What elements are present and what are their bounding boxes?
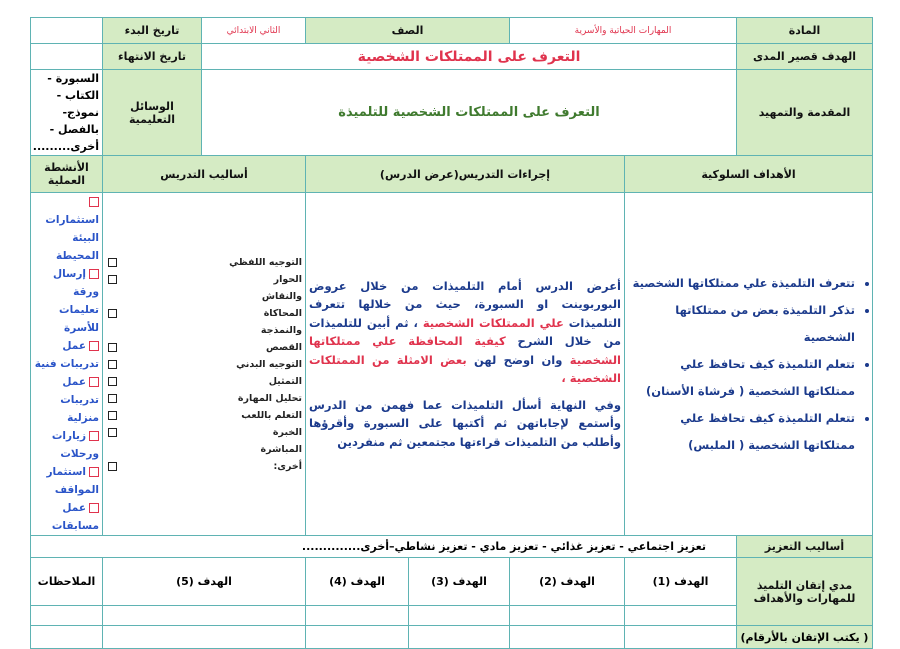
mastery-footer: ( يكتب الإتقان بالأرقام) (737, 626, 873, 649)
start-date-label: تاريخ البدء (103, 18, 202, 44)
method-label: التعلم باللعب (241, 409, 302, 421)
aids-label: الوسائل التعليمية (103, 70, 202, 156)
procedure-text: وان اوضح لهن (466, 352, 570, 367)
procedures-header: إجراءات التدريس(عرض الدرس) (306, 156, 625, 193)
procedure-paragraph-2: وفي النهاية أسأل التلميذات عما فهمن من الدرس وأستمع لإجاباتهن ثم أكتبها على السبورة وأقرؤها وأطلب من التلميذات قراءتها مجتمعين ثم منفردين (309, 397, 621, 449)
objectives-cell (625, 193, 873, 536)
checkbox-icon[interactable] (108, 360, 117, 369)
method-label: القصص (266, 341, 302, 353)
footer-cell[interactable] (409, 626, 510, 649)
method-item[interactable] (106, 424, 302, 441)
notes-label: الملاحظات (31, 558, 103, 606)
aids-value (31, 70, 103, 156)
end-date-label: تاريخ الانتهاء (103, 44, 202, 70)
grade-value: الثاني الابتدائي (202, 18, 306, 44)
activity-item[interactable] (34, 265, 99, 337)
checkbox-icon[interactable] (108, 394, 117, 403)
activity-item[interactable] (34, 463, 99, 499)
mastery-label-line: للمهارات والأهداف (753, 591, 856, 605)
checkbox-icon[interactable] (108, 377, 117, 386)
activities-cell (31, 193, 103, 536)
objectives-header: الأهداف السلوكية (625, 156, 873, 193)
checkbox-icon[interactable] (108, 411, 117, 420)
goal-3-value[interactable] (409, 606, 510, 626)
footer-cell[interactable] (510, 626, 625, 649)
method-item[interactable] (106, 407, 302, 424)
method-label: المحاكاة (263, 307, 302, 319)
notes-value[interactable] (31, 606, 103, 626)
method-item[interactable] (106, 458, 302, 475)
checkbox-icon[interactable] (89, 341, 99, 351)
grade-label: الصف (306, 18, 510, 44)
activity-label: عمل تدريبات منزلية (60, 376, 99, 424)
objective-item: • تتعرف التلميذة علي ممتلكاتها الشخصية (628, 270, 855, 297)
method-item[interactable] (106, 271, 302, 288)
checkbox-icon[interactable] (89, 197, 99, 207)
procedure-text: ، ثم أبين للتلميذات من خلال الشرح (309, 315, 621, 349)
method-label: والنقاش (261, 290, 302, 302)
end-date-value[interactable] (31, 44, 103, 70)
method-label: تحليل المهارة (237, 392, 302, 404)
footer-cell[interactable] (103, 626, 306, 649)
goal-5-value[interactable] (103, 606, 306, 626)
activity-item[interactable] (34, 373, 99, 427)
method-item[interactable] (106, 305, 302, 322)
goal-5-label: الهدف (5) (103, 558, 306, 606)
aids-line: السبورة - الكتاب - (47, 72, 99, 102)
aids-line: نموذج- بالفصل - (49, 106, 99, 136)
lesson-plan-table (30, 17, 873, 649)
method-item[interactable] (106, 339, 302, 356)
activity-item[interactable] (34, 193, 99, 265)
method-item (106, 441, 302, 458)
subject-value: المهارات الحياتية والأسرية (510, 18, 737, 44)
goal-1-value[interactable] (625, 606, 737, 626)
procedure-highlight: بعض الامثلة من الممتلكات الشخصية ، (309, 352, 621, 386)
footer-cell[interactable] (31, 626, 103, 649)
short-goal-label: الهدف قصير المدى (737, 44, 873, 70)
checkbox-icon[interactable] (89, 503, 99, 513)
footer-cell[interactable] (625, 626, 737, 649)
checkbox-icon[interactable] (89, 269, 99, 279)
goal-4-value[interactable] (306, 606, 409, 626)
activity-label: عمل مسابقات (51, 502, 99, 532)
method-label: التمثيل (268, 375, 302, 387)
checkbox-icon[interactable] (89, 467, 99, 477)
objective-item: • تتعلم التلميذة كيف تحافظ علي ممتلكاتها الشخصية ( فرشاة الأسنان) (628, 351, 855, 405)
checkbox-icon[interactable] (108, 309, 117, 318)
method-label: التوجيه البدني (236, 358, 302, 370)
method-item[interactable] (106, 373, 302, 390)
method-label: الحوار (273, 273, 302, 285)
intro-label: المقدمة والتمهيد (737, 70, 873, 156)
activity-item[interactable] (34, 337, 99, 373)
method-item[interactable] (106, 254, 302, 271)
checkbox-icon[interactable] (108, 258, 117, 267)
checkbox-icon[interactable] (89, 377, 99, 387)
objective-item: • تذكر التلميذة بعض من ممتلكاتها الشخصية (628, 297, 855, 351)
checkbox-icon[interactable] (89, 431, 99, 441)
method-label: أخرى: (273, 460, 302, 472)
procedure-highlight: كيفية المحافظة علي ممتلكاتها الشخصية (309, 334, 621, 367)
activity-label: عمل تدريبات فنية (34, 340, 99, 370)
method-item (106, 322, 302, 339)
method-label: والنمذجة (260, 324, 302, 336)
goal-2-label: الهدف (2) (510, 558, 625, 606)
checkbox-icon[interactable] (108, 275, 117, 284)
procedure-cell (306, 193, 625, 536)
objective-item: • تتعلم التلميذة كيف تحافظ علي ممتلكاتها الشخصية ( الملبس) (628, 405, 855, 459)
activity-label: استثمارات البيئة المحيطة (45, 214, 99, 262)
goal-4-label: الهدف (4) (306, 558, 409, 606)
mastery-label-line: مدي إتقان التلميذ (756, 578, 853, 592)
goal-1-label: الهدف (1) (625, 558, 737, 606)
subject-label: المادة (737, 18, 873, 44)
procedure-text: أعرض الدرس أمام التلميذات من خلال عروض البوربوينت او السبورة، حيث من خلالها تتعرف التلميذات (309, 278, 622, 330)
activity-item[interactable] (34, 499, 99, 535)
method-label: الخبرة (272, 426, 302, 438)
goal-2-value[interactable] (510, 606, 625, 626)
procedure-paragraph-1 (309, 277, 621, 388)
start-date-value[interactable] (31, 18, 103, 44)
methods-cell (103, 193, 306, 536)
activity-label: إرسال ورقة تعليمات للأسرة (52, 268, 99, 334)
methods-header: أساليب التدريس (103, 156, 306, 193)
checkbox-icon[interactable] (108, 462, 117, 471)
method-item (106, 288, 302, 305)
objectives-list (628, 270, 869, 459)
footer-cell[interactable] (306, 626, 409, 649)
checkbox-icon[interactable] (108, 428, 117, 437)
method-label: المباشرة (260, 443, 302, 455)
reinforcement-label: أساليب التعزيز (737, 536, 873, 558)
activities-header: الأنشطة العملية (31, 156, 103, 193)
mastery-label (737, 558, 873, 626)
method-item[interactable] (106, 356, 302, 373)
short-goal-value: التعرف على الممتلكات الشخصية (202, 44, 737, 70)
aids-line: أخرى......... (32, 140, 99, 153)
activity-label: زيارات ورحلات (51, 430, 99, 460)
method-label: التوجيه اللفظي (229, 256, 302, 268)
procedure-highlight: علي الممتلكات الشخصية (422, 315, 564, 330)
activity-label: استثمار المواقف (46, 466, 99, 496)
intro-value: التعرف على الممتلكات الشخصية للتلميذة (202, 70, 737, 156)
reinforcement-value: تعزيز اجتماعي - تعزيز غذائي - تعزيز مادي - تعزيز نشاطي–أخرى.............. (31, 536, 737, 558)
method-item[interactable] (106, 390, 302, 407)
activity-item[interactable] (34, 427, 99, 463)
checkbox-icon[interactable] (108, 343, 117, 352)
goal-3-label: الهدف (3) (409, 558, 510, 606)
